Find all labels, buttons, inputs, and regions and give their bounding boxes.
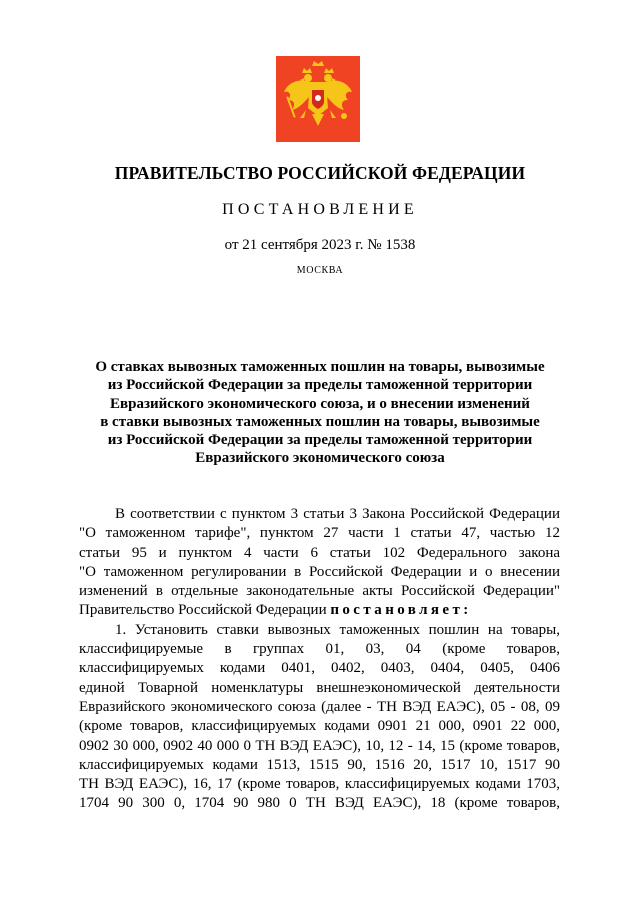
document-date-number: от 21 сентября 2023 г. № 1538 bbox=[224, 237, 416, 253]
body-line: изменений в отдельные законодательные акты Российской Федерации" bbox=[79, 583, 560, 600]
government-title: ПРАВИТЕЛЬСТВО РОССИЙСКОЙ ФЕДЕРАЦИИ bbox=[114, 163, 526, 183]
body-line: классифицируемых кодами 1513, 1515 90, 1516 20, 1517 10, 1517 90 bbox=[79, 756, 560, 773]
subject-line: из Российской Федерации за пределы таможенной территории bbox=[107, 432, 533, 449]
subject-line: в ставки вывозных таможенных пошлин на товары, вывозимые bbox=[100, 413, 540, 430]
body-line: 0902 30 000, 0902 40 000 0 ТН ВЭД ЕАЭС), 10, 12 - 14, 15 (кроме товаров, bbox=[79, 737, 560, 754]
subject-line: из Российской Федерации за пределы таможенной территории bbox=[107, 377, 533, 394]
body-line: классифицируемые в группах 01, 03, 04 (кроме товаров, bbox=[79, 641, 560, 658]
double-headed-eagle-icon bbox=[276, 56, 360, 142]
government-subject: Правительство Российской Федерации bbox=[79, 602, 327, 619]
body-line bbox=[79, 601, 560, 620]
body-line: "О таможенном регулировании в Российской Федерации и о внесении bbox=[79, 563, 560, 580]
coat-of-arms-emblem bbox=[276, 56, 360, 142]
body-line: Евразийского экономического союза (далее - ТН ВЭД ЕАЭС), 05 - 08, 09 bbox=[79, 698, 560, 715]
subject-line: Евразийского экономического союза bbox=[195, 450, 445, 467]
body-line: "О таможенном тарифе", пунктом 27 части 1 статьи 47, частью 12 bbox=[79, 525, 560, 542]
body-line: классифицируемых кодами 0401, 0402, 0403, 0404, 0405, 0406 bbox=[79, 660, 560, 677]
document-body bbox=[79, 505, 560, 814]
document-type: ПОСТАНОВЛЕНИЕ bbox=[222, 201, 418, 218]
document-subject bbox=[60, 358, 580, 468]
document-city: МОСКВА bbox=[296, 265, 344, 276]
body-line: 1704 90 300 0, 1704 90 980 0 ТН ВЭД ЕАЭС), 18 (кроме товаров, bbox=[79, 795, 560, 812]
body-line: ТН ВЭД ЕАЭС), 16, 17 (кроме товаров, классифицируемых кодами 1703, bbox=[79, 776, 560, 793]
subject-line: Евразийского экономического союза, и о внесении изменений bbox=[110, 395, 530, 412]
body-line: единой Товарной номенклатуры внешнеэкономической деятельности bbox=[79, 679, 560, 696]
body-line: 1. Установить ставки вывозных таможенных пошлин на товары, bbox=[115, 621, 560, 638]
resolves-word: постановляет: bbox=[330, 602, 472, 619]
body-line: В соответствии с пунктом 3 статьи 3 Закона Российской Федерации bbox=[115, 506, 560, 522]
body-line: статьи 95 и пунктом 4 части 6 статьи 102 Федерального закона bbox=[79, 544, 560, 561]
subject-line: О ставках вывозных таможенных пошлин на товары, вывозимые bbox=[95, 359, 545, 375]
body-line: (кроме товаров, классифицируемых кодами 0901 21 000, 0901 22 000, bbox=[79, 718, 560, 735]
